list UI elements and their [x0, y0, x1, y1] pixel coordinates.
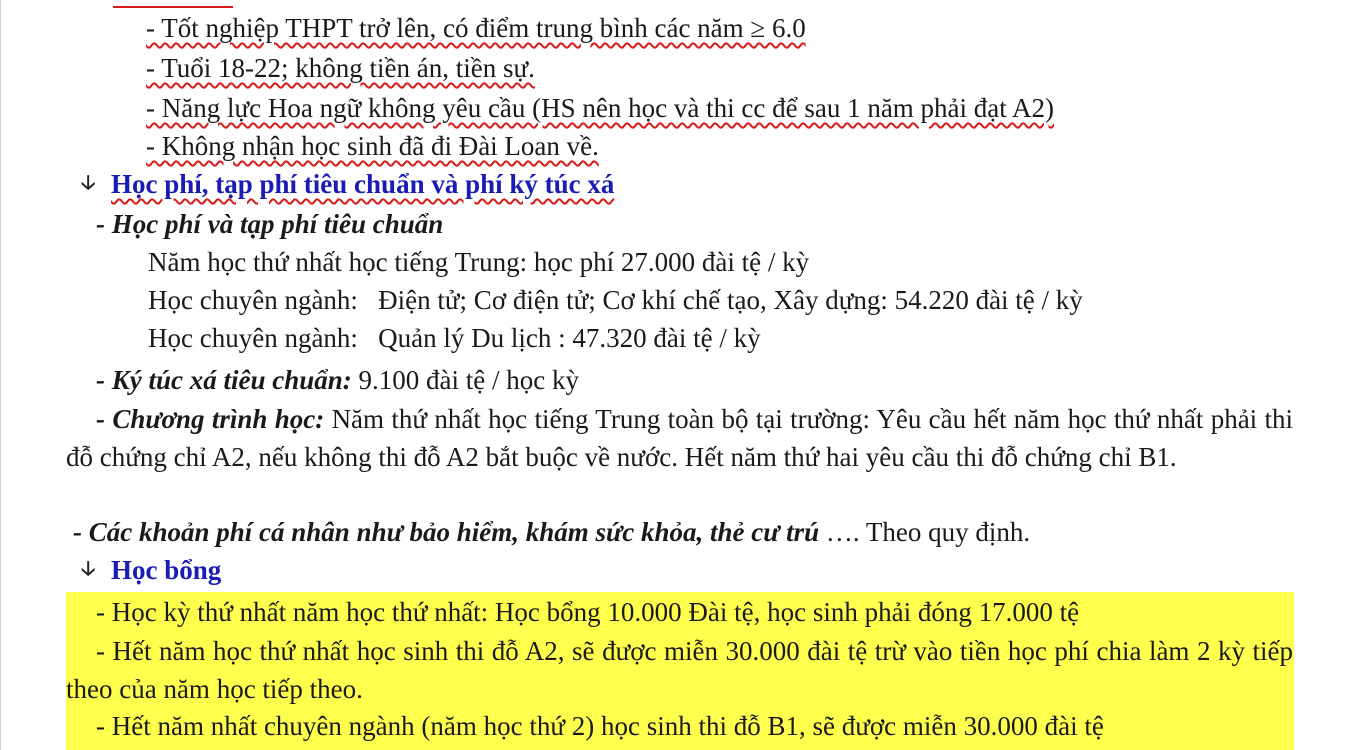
requirement-item: - Năng lực Hoa ngữ không yêu cầu (HS nên học và thi cc để sau 1 năm phải đạt A2)	[146, 93, 1055, 123]
fee-line: Học chuyên ngành: Điện tử; Cơ điện tử; Cơ khí chế tạo, Xây dựng: 54.220 đài tệ / kỳ	[148, 285, 1083, 315]
scholarship-heading: Học bổng	[111, 555, 222, 585]
arrow-down-icon: 🡣	[81, 556, 96, 580]
requirement-item: - Tốt nghiệp THPT trở lên, có điểm trung bình các năm ≥ 6.0	[146, 13, 806, 43]
fee-line: Năm học thứ nhất học tiếng Trung: học phí 27.000 đài tệ / kỳ	[148, 247, 810, 277]
personal-fees-value: …. Theo quy định.	[819, 517, 1031, 547]
requirement-item: - Không nhận học sinh đã đi Đài Loan về.	[146, 131, 599, 161]
fee-line: Học chuyên ngành: Quản lý Du lịch : 47.320 đài tệ / kỳ	[148, 323, 761, 353]
cropped-heading-fragment	[113, 0, 233, 8]
fees-heading: Học phí, tạp phí tiêu chuẩn và phí ký túc xá	[111, 169, 615, 199]
arrow-down-icon: 🡣	[81, 170, 96, 194]
program-text: Năm thứ nhất học tiếng Trung toàn bộ tại trường: Yêu cầu hết năm học thứ nhất phải thi đỗ chứng chỉ A2, nếu không thi đỗ A2 bắt buộc về nước. Hết năm thứ hai yêu cầu thi đỗ chứng chỉ B1.	[66, 404, 1294, 472]
scholarship-line: - Hết năm nhất chuyên ngành (năm học thứ 2) học sinh thi đỗ B1, sẽ được miễn 30.000 đài tệ	[96, 711, 1104, 741]
personal-fees-row	[73, 516, 1030, 548]
dorm-label: - Ký túc xá tiêu chuẩn:	[96, 365, 352, 395]
program-paragraph	[66, 400, 1293, 476]
dorm-row	[96, 364, 579, 396]
personal-fees-label: - Các khoản phí cá nhân như bảo hiểm, khám sức khỏa, thẻ cư trú	[73, 517, 820, 547]
requirement-item: - Tuổi 18-22; không tiền án, tiền sự.	[146, 53, 535, 83]
scholarship-line: - Học kỳ thứ nhất năm học thứ nhất: Học bổng 10.000 Đài tệ, học sinh phải đóng 17.000 tệ	[96, 597, 1080, 627]
fees-sub-heading: - Học phí và tạp phí tiêu chuẩn	[96, 209, 444, 239]
scholarship-paragraph: - Hết năm học thứ nhất học sinh thi đỗ A2, sẽ được miễn 30.000 đài tệ trừ vào tiền học phí chia làm 2 kỳ tiếp theo của năm học tiếp theo.	[66, 636, 1293, 704]
scholarship-heading-row	[81, 554, 221, 588]
fees-heading-row	[81, 168, 614, 202]
program-label: - Chương trình học:	[96, 404, 325, 434]
dorm-value: 9.100 đài tệ / học kỳ	[351, 365, 579, 395]
